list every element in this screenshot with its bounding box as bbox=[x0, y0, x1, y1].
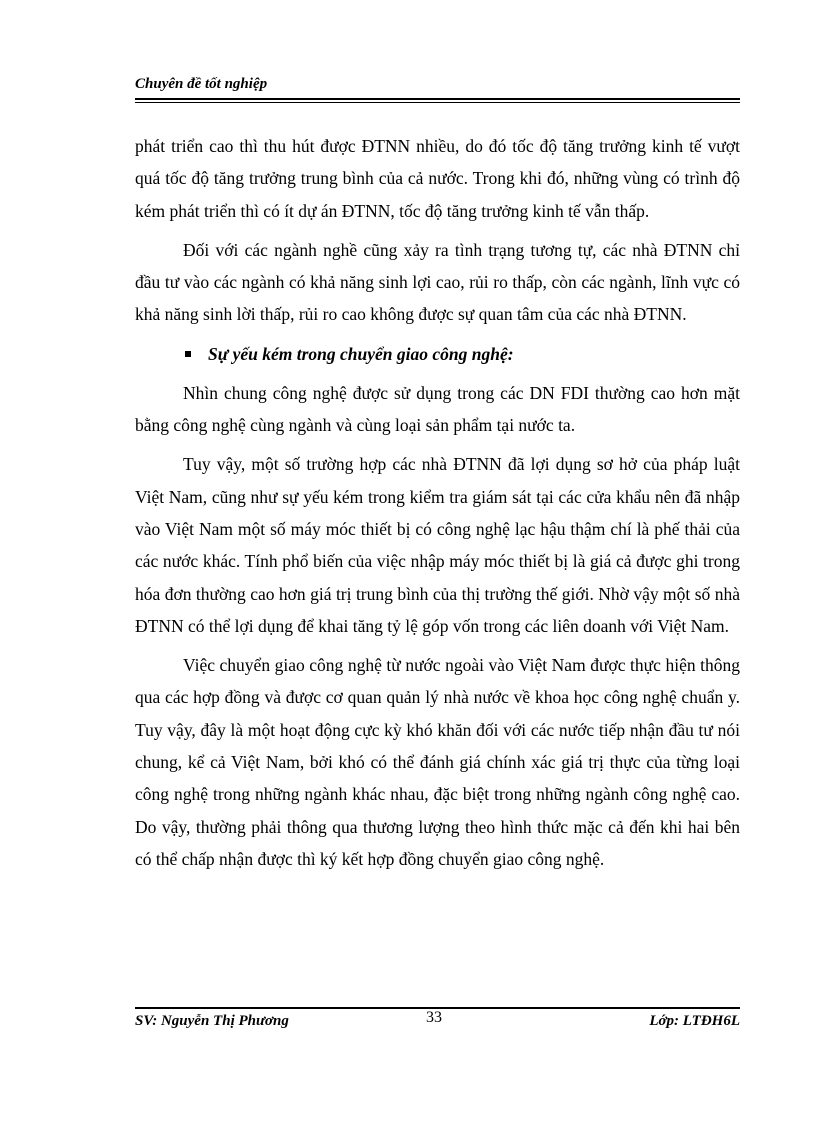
header-rule-thick bbox=[135, 98, 740, 100]
paragraph: phát triển cao thì thu hút được ĐTNN nhiều, do đó tốc độ tăng trưởng kinh tế vượt quá tốc độ tăng trưởng trung bình của cả nước. Trong khi đó, những vùng có trình độ kém phát triển thì có ít dự án ĐTNN, tốc độ tăng trưởng kinh tế vẫn thấp. bbox=[135, 136, 740, 221]
paragraph: Nhìn chung công nghệ được sử dụng trong các DN FDI thường cao hơn mặt bằng công nghệ cùng ngành và cùng loại sản phẩm tại nước ta. bbox=[135, 382, 740, 436]
header-title: Chuyên đề tốt nghiệp bbox=[135, 76, 268, 92]
section-heading: Sự yếu kém trong chuyển giao công nghệ: bbox=[208, 343, 514, 364]
header-rule-thin bbox=[135, 102, 740, 103]
paragraph: Đối với các ngành nghề cũng xảy ra tình trạng tương tự, các nhà ĐTNN chỉ đầu tư vào các ngành có khả năng sinh lợi cao, rủi ro thấp, còn các ngành, lĩnh vực có khả năng sinh lời thấp, rủi ro cao không được sự quan tâm của các nhà ĐTNN. bbox=[135, 239, 740, 325]
paragraph: Tuy vậy, một số trường hợp các nhà ĐTNN đã lợi dụng sơ hở của pháp luật Việt Nam, cũng như sự yếu kém trong kiểm tra giám sát tại các cửa khẩu nên đã nhập vào Việt Nam một số máy móc thiết bị có công nghệ lạc hậu thậm chí là phế thải của các nước khác. Tính phổ biến của việc nhập máy móc thiết bị là giá cả được ghi trong hóa đơn thường cao hơn giá trị trung bình của thị trường thế giới. Nhờ vậy một số nhà ĐTNN có thể lợi dụng để khai tăng tỷ lệ góp vốn trong các liên doanh với Việt Nam. bbox=[135, 454, 740, 636]
bullet-item bbox=[135, 338, 740, 370]
footer-class: Lớp: LTĐH6L bbox=[649, 1013, 740, 1029]
footer-student-name: SV: Nguyễn Thị Phương bbox=[135, 1013, 289, 1029]
square-bullet-icon bbox=[185, 351, 191, 357]
page-number: 33 bbox=[426, 1009, 442, 1026]
body-content bbox=[135, 130, 740, 882]
paragraph: Việc chuyển giao công nghệ từ nước ngoài vào Việt Nam được thực hiện thông qua các hợp đồng và được cơ quan quản lý nhà nước về khoa học công nghệ chuẩn y. Tuy vậy, đây là một hoạt động cực kỳ khó khăn đối với các nước tiếp nhận đầu tư nói chung, kể cả Việt Nam, bởi khó có thể đánh giá chính xác giá trị thực của từng loại công nghệ trong những ngành khác nhau, đặc biệt trong những ngành công nghệ cao. Do vậy, thường phải thông qua thương lượng theo hình thức mặc cả đến khi hai bên có thể chấp nhận được thì ký kết hợp đồng chuyển giao công nghệ. bbox=[135, 655, 740, 869]
